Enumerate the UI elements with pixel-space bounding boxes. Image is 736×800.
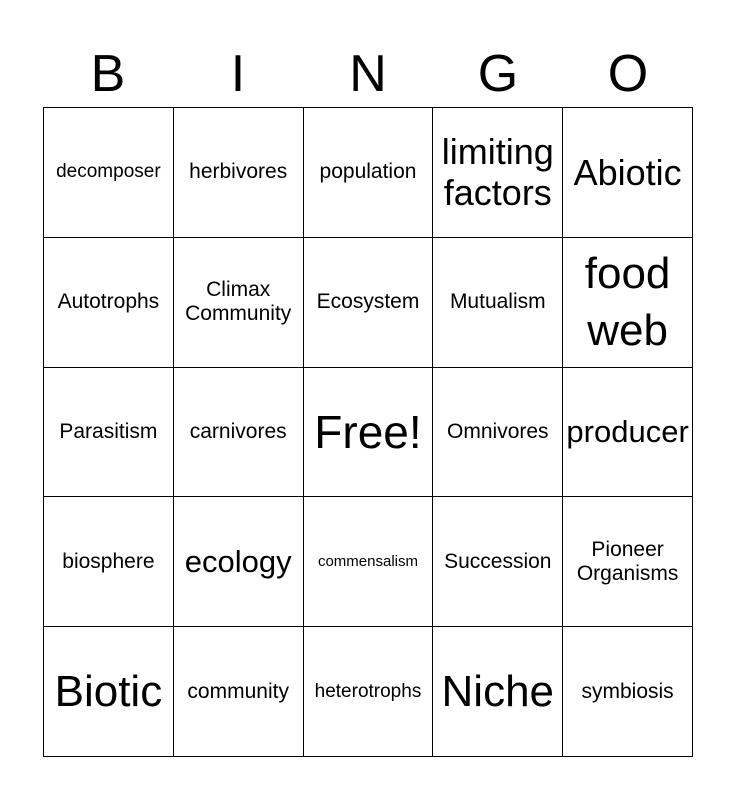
bingo-cell[interactable]: Biotic <box>44 627 174 757</box>
bingo-cell[interactable]: Omnivores <box>433 368 563 498</box>
bingo-cell[interactable]: Niche <box>433 627 563 757</box>
bingo-grid <box>43 107 693 757</box>
header-letter-i: I <box>230 45 246 103</box>
free-space-cell[interactable]: Free! <box>304 368 434 498</box>
bingo-cell[interactable]: carnivores <box>174 368 304 498</box>
bingo-header <box>43 40 693 108</box>
bingo-cell[interactable]: heterotrophs <box>304 627 434 757</box>
bingo-cell[interactable]: Pioneer Organisms <box>563 497 693 627</box>
header-letter-b: B <box>90 45 126 103</box>
bingo-cell[interactable]: symbiosis <box>563 627 693 757</box>
bingo-cell[interactable]: limiting factors <box>433 108 563 238</box>
bingo-cell[interactable]: food web <box>563 238 693 368</box>
bingo-cell[interactable]: Mutualism <box>433 238 563 368</box>
bingo-cell[interactable]: Succession <box>433 497 563 627</box>
bingo-cell[interactable]: herbivores <box>174 108 304 238</box>
bingo-cell[interactable]: decomposer <box>44 108 174 238</box>
header-letter-o: O <box>607 45 649 103</box>
bingo-cell[interactable]: Climax Community <box>174 238 304 368</box>
bingo-cell[interactable]: ecology <box>174 497 304 627</box>
bingo-cell[interactable]: Ecosystem <box>304 238 434 368</box>
bingo-cell[interactable]: population <box>304 108 434 238</box>
header-letter-g: G <box>477 45 519 103</box>
bingo-cell[interactable]: producer <box>563 368 693 498</box>
bingo-cell[interactable]: community <box>174 627 304 757</box>
bingo-cell[interactable]: Autotrophs <box>44 238 174 368</box>
bingo-cell[interactable]: commensalism <box>304 497 434 627</box>
header-letter-n: N <box>349 45 387 103</box>
bingo-cell[interactable]: Abiotic <box>563 108 693 238</box>
bingo-cell[interactable]: biosphere <box>44 497 174 627</box>
bingo-cell[interactable]: Parasitism <box>44 368 174 498</box>
